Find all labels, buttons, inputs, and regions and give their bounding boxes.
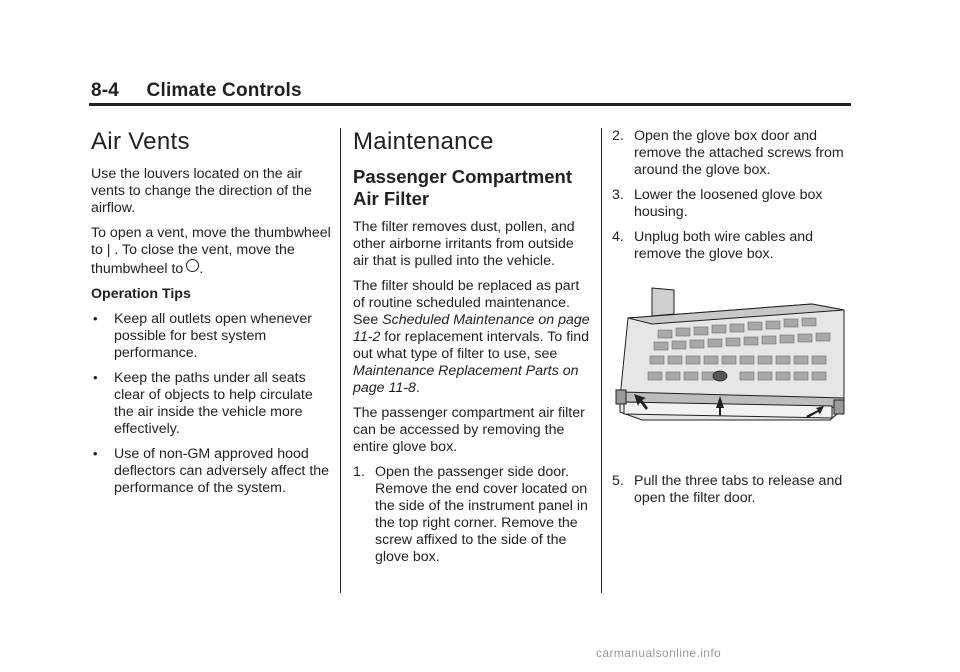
filter-intro: The filter removes dust, pollen, and other airborne irritants from outside air that is pulled into the vehicle.: [353, 219, 575, 269]
steps-list: [353, 464, 591, 566]
tip-text: Use of non-GM approved hood deflectors can adversely affect the performance of the system.: [114, 446, 330, 496]
column-air-vents: [91, 128, 331, 505]
step-text: Open the passenger side door. Remove the end cover located on the side of the instrument panel in the top right corner. Remove the screw affixed to the side of the glove box.: [375, 464, 588, 565]
list-item: [91, 311, 331, 362]
list-item: [91, 446, 331, 497]
column-divider: [601, 128, 602, 593]
vent-instructions: [91, 225, 331, 278]
scheduled-maintenance-ref: Scheduled Maintenance on page 11-2: [353, 312, 590, 345]
page-header: [91, 80, 302, 102]
bullet-icon: •: [93, 370, 98, 385]
filter-replacement: [353, 278, 591, 397]
replacement-text-2: for replacement intervals. To find out what type of filter to use, see: [353, 329, 590, 362]
operation-tips-heading: Operation Tips: [91, 286, 191, 302]
circle-icon: [186, 259, 199, 272]
step-number: 1.: [353, 464, 365, 480]
list-item: [612, 473, 852, 507]
column-divider: [340, 128, 341, 593]
air-filter-subheading: Passenger Compartment Air Filter: [353, 166, 572, 209]
step-number: 2.: [612, 128, 624, 144]
section-title: Climate Controls: [146, 80, 302, 101]
air-vents-intro: Use the louvers located on the air vents to change the direction of the airflow.: [91, 166, 312, 216]
replacement-parts-ref: Maintenance Replacement Parts on page 11-8: [353, 363, 579, 396]
list-item: [612, 229, 852, 263]
bullet-icon: •: [93, 311, 98, 326]
glove-box-access: The passenger compartment air filter can be accessed by removing the entire glove box.: [353, 405, 585, 455]
step-text: Pull the three tabs to release and open the filter door.: [634, 473, 843, 506]
step-text: Unplug both wire cables and remove the glove box.: [634, 229, 814, 262]
replacement-end: .: [415, 380, 420, 396]
filter-housing-illustration: [612, 280, 850, 440]
steps-list: [612, 128, 852, 263]
list-item: [91, 370, 331, 438]
list-item: [612, 128, 852, 179]
vent-instructions-text: To open a vent, move the thumbwheel to | . To close the vent, move the thumbwheel to: [91, 225, 331, 277]
operation-tips-list: [91, 311, 331, 497]
filter-tab-icon: [713, 371, 727, 381]
step-text: Lower the loosened glove box housing.: [634, 187, 823, 220]
vent-instructions-end: .: [199, 261, 204, 277]
list-item: [612, 187, 852, 221]
steps-list: [612, 473, 852, 507]
step-number: 5.: [612, 473, 624, 489]
watermark: carmanualsonline.info: [596, 646, 722, 660]
column-steps: [612, 128, 852, 271]
replacement-text: The filter should be replaced as part of routine scheduled maintenance. See: [353, 278, 580, 328]
tip-text: Keep all outlets open whenever possible for best system performance.: [114, 311, 312, 361]
column-maintenance: [353, 128, 591, 574]
maintenance-heading: Maintenance: [353, 128, 494, 155]
list-item: [353, 464, 591, 566]
air-vents-heading: Air Vents: [91, 128, 190, 155]
bullet-icon: •: [93, 446, 98, 461]
step-text: Open the glove box door and remove the attached screws from around the glove box.: [634, 128, 844, 178]
step-number: 4.: [612, 229, 624, 245]
column-steps-continued: [612, 473, 852, 515]
step-number: 3.: [612, 187, 624, 203]
header-rule: [89, 103, 851, 106]
tip-text: Keep the paths under all seats clear of objects to help circulate the air inside the vehicle more effectively.: [114, 370, 313, 437]
page-number: 8-4: [91, 80, 120, 101]
